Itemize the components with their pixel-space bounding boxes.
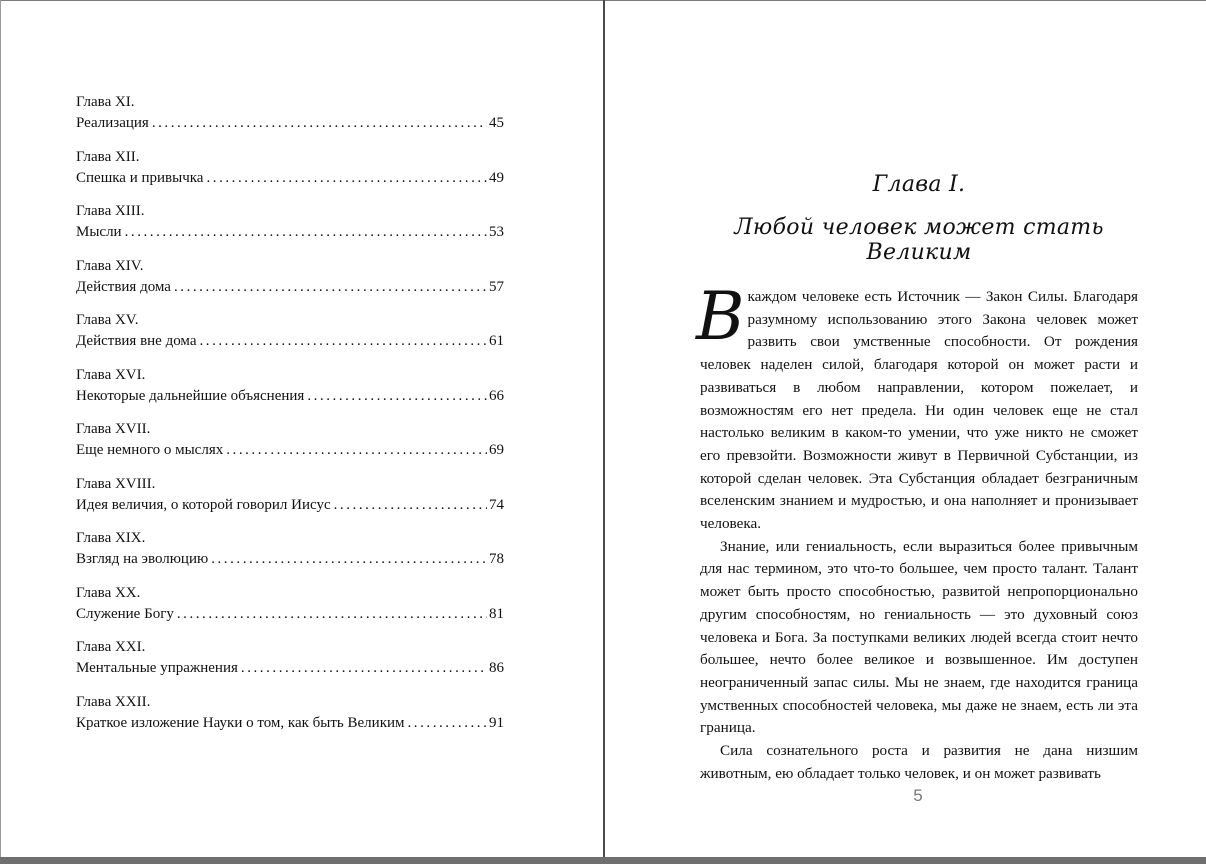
book-spine-divider [603, 0, 605, 858]
toc-title-line [76, 495, 504, 516]
toc-entry [76, 365, 504, 420]
toc-title-line [76, 604, 504, 625]
toc-dot-leader [174, 277, 487, 298]
toc-entry [76, 637, 504, 692]
toc-title: Взгляд на эволюцию [76, 551, 209, 567]
toc-title-line [76, 113, 504, 134]
toc-title-line [76, 440, 504, 461]
toc-title: Краткое изложение Науки о том, как быть Великим [76, 714, 405, 731]
toc-chapter-label: Глава XVIII. [76, 475, 156, 492]
toc-title-line [76, 549, 504, 570]
toc-chapter-label: Глава XVI. [76, 366, 146, 383]
toc-title: Ментальные упражнения [76, 660, 238, 676]
toc-page-number: 45 [489, 115, 504, 131]
toc-title: Мысли [76, 224, 122, 240]
toc-title-line [76, 713, 504, 734]
toc-page-number: 86 [489, 660, 504, 676]
toc-chapter-label: Глава XII. [76, 148, 140, 165]
page-number: 5 [913, 786, 923, 805]
table-of-contents [76, 92, 504, 746]
window-left-border [0, 0, 1, 864]
toc-chapter-label: Глава XIII. [76, 203, 145, 219]
toc-title-line [76, 222, 504, 243]
toc-chapter-label: Глава XI. [76, 94, 135, 110]
toc-title: Служение Богу [76, 605, 174, 622]
toc-dot-leader [206, 168, 487, 189]
paragraph-1 [696, 278, 1138, 536]
paragraph-2: Знание, или гениальность, если выразиться более привычным для нас термином, это что-то большее, чем просто талант. Талант может быть просто способностью, развитой непропорционально другим способностям, но гениальность — это духовный союз человека и Бога. За поступками великих людей всегда стоит нечто большее, нечто более великое и возвышенное. Им доступен неограниченный запас силы. Мы не знаем, где находится граница умственных способностей человека, мы даже не знаем, есть ли эта граница. [700, 537, 1138, 737]
toc-title: Спешка и привычка [76, 169, 204, 186]
toc-chapter-label: Глава XXII. [76, 693, 151, 710]
toc-dot-leader [307, 386, 487, 407]
toc-chapter-label: Глава XX. [76, 584, 141, 601]
toc-title: Действия вне дома [76, 333, 197, 349]
toc-dot-leader [241, 658, 487, 679]
toc-chapter-label: Глава XIX. [76, 530, 146, 546]
toc-title: Еще немного о мыслях [76, 442, 224, 458]
chapter-body [696, 278, 1138, 785]
toc-page-number: 57 [489, 278, 504, 295]
toc-dot-leader [211, 549, 487, 570]
toc-title-line [76, 658, 504, 679]
chapter-number: Глава I. [872, 172, 966, 197]
toc-page-number: 74 [489, 496, 504, 513]
paragraph-1-text: каждом человеке есть Источник — Закон Силы. Благодаря разумному использованию этого Закона человек может развить свои умственные способности. От рождения человек наделен силой, благодаря которой он может расти и развиваться в любом направлении, котором пожелает, и возможностям его нет предела. Ни один человек еще не стал настолько великим в каком-то умении, что уже никто не сможет его превзойти. Возможности живут в Первичной Субстанции, из которой сделан человек. Эта Субстанция обладает безграничным вселенским знанием и мудростью, и она наполняет и пронизывает человека. [700, 288, 1138, 533]
toc-dot-leader [408, 713, 488, 734]
toc-dot-leader [125, 222, 487, 243]
toc-page-number: 66 [489, 387, 504, 404]
toc-chapter-label: Глава XV. [76, 312, 139, 328]
toc-title: Действия дома [76, 278, 171, 295]
toc-chapter-label: Глава XVII. [76, 421, 151, 437]
toc-entry [76, 147, 504, 202]
toc-entry [76, 692, 504, 747]
window-bottom-border [0, 857, 1206, 864]
drop-cap-letter: В [696, 278, 745, 355]
paragraph-3: Сила сознательного роста и развития не дана низшим животным, ею обладает только человек, и он может развивать [700, 742, 1138, 782]
toc-page-number: 91 [489, 714, 504, 731]
toc-dot-leader [226, 440, 487, 461]
toc-page-number: 49 [489, 169, 504, 186]
toc-title: Некоторые дальнейшие объяснения [76, 387, 305, 404]
toc-title-line [76, 168, 504, 189]
toc-chapter-label: Глава XIV. [76, 257, 144, 274]
toc-page-number: 78 [489, 551, 504, 567]
toc-title: Идея величия, о которой говорил Иисус [76, 496, 331, 513]
toc-title-line [76, 277, 504, 298]
toc-chapter-label: Глава XXI. [76, 639, 146, 655]
toc-entry [76, 256, 504, 311]
toc-title-line [76, 386, 504, 407]
toc-page-number: 61 [489, 333, 504, 349]
toc-entry [76, 201, 504, 256]
toc-entry [76, 419, 504, 474]
chapter-title: Любой человек может стать Великим [734, 215, 1104, 265]
toc-dot-leader [199, 331, 487, 352]
toc-title: Реализация [76, 115, 149, 131]
toc-entry [76, 583, 504, 638]
toc-entry [76, 474, 504, 529]
toc-entry [76, 310, 504, 365]
toc-title-line [76, 331, 504, 352]
toc-page-number: 53 [489, 224, 504, 240]
toc-dot-leader [152, 113, 487, 134]
toc-entry [76, 92, 504, 147]
toc-dot-leader [177, 604, 487, 625]
toc-page-number: 81 [489, 605, 504, 622]
toc-entry [76, 528, 504, 583]
toc-page-number: 69 [489, 442, 504, 458]
toc-dot-leader [334, 495, 487, 516]
